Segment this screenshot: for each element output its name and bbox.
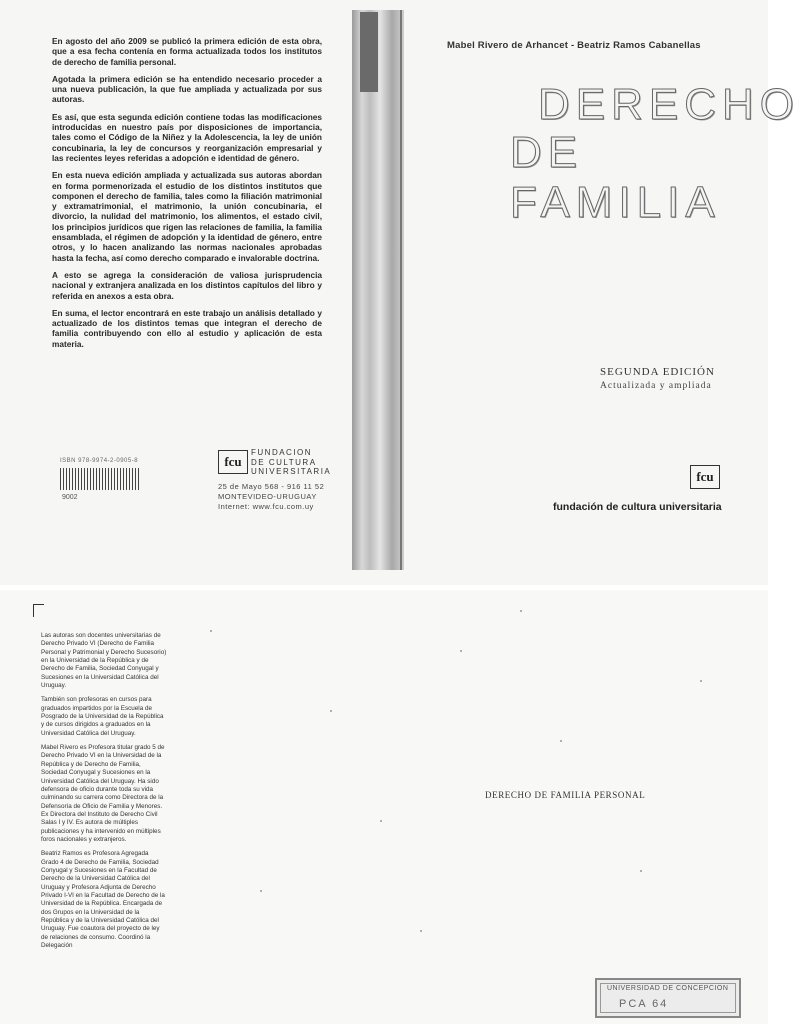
publisher-website: Internet: www.fcu.com.uy bbox=[218, 502, 314, 511]
publisher-line: UNIVERSITARIA bbox=[251, 467, 332, 476]
inner-pages bbox=[0, 590, 768, 1024]
barcode bbox=[60, 468, 140, 490]
back-paragraph: En esta nueva edición ampliada y actualizada sus autoras abordan en forma pormenorizada el estudio de los distintos institutos que componen el derecho de familia, tales como la filiación matrimonial y extramatrimonial, el matrimonio, la unión concubinaria, el divorcio, la nulidad del matrimonio, los alimentos, el estado civil, los principios jurídicos que rigen las relaciones de familia, la familia ensamblada, el régimen de adopción y la identidad de género, entre otros, y lo hacen analizando las normas nacionales aprobadas hasta la fecha, así como derecho comparado e invalorable doctrina. bbox=[52, 170, 322, 263]
back-paragraph: Es así, que esta segunda edición contiene todas las modificaciones introducidas en nuestro país por disposiciones de importancia, tales como el Código de la Niñez y la Adolescencia, la ley de unión concubinaria, la ley de concursos y reorganización empresarial y las recientes leyes referidas a adopción e identidad de género. bbox=[52, 111, 322, 163]
library-stamp bbox=[595, 978, 741, 1018]
bio-paragraph: También son profesoras en cursos para graduados impartidos por la Escuela de Posgrado de la Universidad de la República y de cursos dirigidos a graduados en la Universidad Católica del Uruguay. bbox=[41, 696, 164, 737]
barcode-number: 9002 bbox=[62, 494, 78, 501]
fcu-logo-back: fcu bbox=[218, 450, 248, 474]
edition-label: SEGUNDA EDICIÓN bbox=[600, 366, 715, 378]
publisher-contact bbox=[218, 482, 324, 512]
publisher-city: MONTEVIDEO-URUGUAY bbox=[218, 492, 317, 501]
stamp-code: PCA 64 bbox=[619, 998, 669, 1010]
publisher-name-front: fundación de cultura universitaria bbox=[553, 501, 722, 513]
half-title: DERECHO DE FAMILIA PERSONAL bbox=[485, 790, 646, 800]
publisher-name-back bbox=[251, 448, 331, 477]
publisher-line: DE CULTURA bbox=[251, 457, 317, 467]
book-spine bbox=[352, 10, 404, 570]
book-authors: Mabel Rivero de Arhancet - Beatriz Ramos Cabanellas bbox=[447, 40, 701, 51]
author-bio-flap bbox=[41, 632, 167, 956]
edition-subtitle: Actualizada y ampliada bbox=[600, 381, 712, 391]
back-paragraph: A esto se agrega la consideración de valiosa jurisprudencia nacional y extranjera analizada en los distintos capítulos del libro y referida en anexos a esta obra. bbox=[52, 269, 322, 301]
isbn-text: ISBN 978-9974-2-0905-8 bbox=[60, 458, 139, 464]
publisher-address: 25 de Mayo 568 - 916 11 52 bbox=[218, 482, 325, 491]
spine-fold-line bbox=[400, 10, 402, 570]
bio-paragraph: Beatriz Ramos es Profesora Agregada Grado 4 de Derecho de Familia, Sociedad Conyugal y Sucesiones en la Facultad de Derecho de la Universidad Católica del Uruguay y Profesora Adjunta de Derecho Privado I-VI en la Facultad de Derecho de la Universidad de la República. Encargada de dos Grupos en la Universidad de la República y de la Universidad Católica del Uruguay. Fue coautora del proyecto de ley de relaciones de consumo. Coordinó la Delegación bbox=[41, 850, 165, 950]
back-cover-text bbox=[52, 36, 322, 356]
fcu-logo-front: fcu bbox=[690, 465, 720, 489]
book-title-line2: DE FAMILIA bbox=[510, 128, 721, 227]
back-paragraph: En suma, el lector encontrará en este trabajo un análisis detallado y actualizado de los distintos temas que integran el derecho de familia contribuyendo con ello al estudio y aplicación de esta materia. bbox=[52, 307, 322, 349]
bio-paragraph: Las autoras son docentes universitarias de Derecho Privado VI (Derecho de Familia Personal y Patrimonial y Derecho Sucesorio) en la Universidad de la República y de Derecho de Familia, Sociedad Conyugal y Sucesiones en la Universidad Católica del Uruguay. bbox=[41, 632, 167, 690]
spine-shadow bbox=[360, 12, 378, 92]
back-paragraph: En agosto del año 2009 se publicó la primera edición de esta obra, que a esa fecha contenía en forma actualizada todos los institutos de derecho de familia personal. bbox=[52, 36, 322, 67]
book-title-line1: DERECHO bbox=[538, 80, 800, 129]
publisher-line: FUNDACION bbox=[251, 448, 313, 457]
bio-paragraph: Mabel Rivero es Profesora titular grado 5 de Derecho Privado VI en la Universidad de la República y de Derecho de Familia, Sociedad Conyugal y Sucesiones en la Universidad Católica del Uruguay. Ha sido defensora de oficio durante toda su vida culminando su carrera como Directora de la Defensoría de Oficio de Familia y Menores. Ex Directora del Instituto de Derecho Civil Salas I y IV. Es autora de múltiples publicaciones y ha intervenido en múltiples foros nacionales y extranjeros. bbox=[41, 744, 165, 843]
page-corner-mark bbox=[33, 604, 44, 617]
back-paragraph: Agotada la primera edición se ha entendido necesario proceder a una nueva publicación, la que fue ampliada y actualizada por sus autoras. bbox=[52, 73, 322, 105]
stamp-institution: UNIVERSIDAD DE CONCEPCION bbox=[607, 985, 729, 992]
